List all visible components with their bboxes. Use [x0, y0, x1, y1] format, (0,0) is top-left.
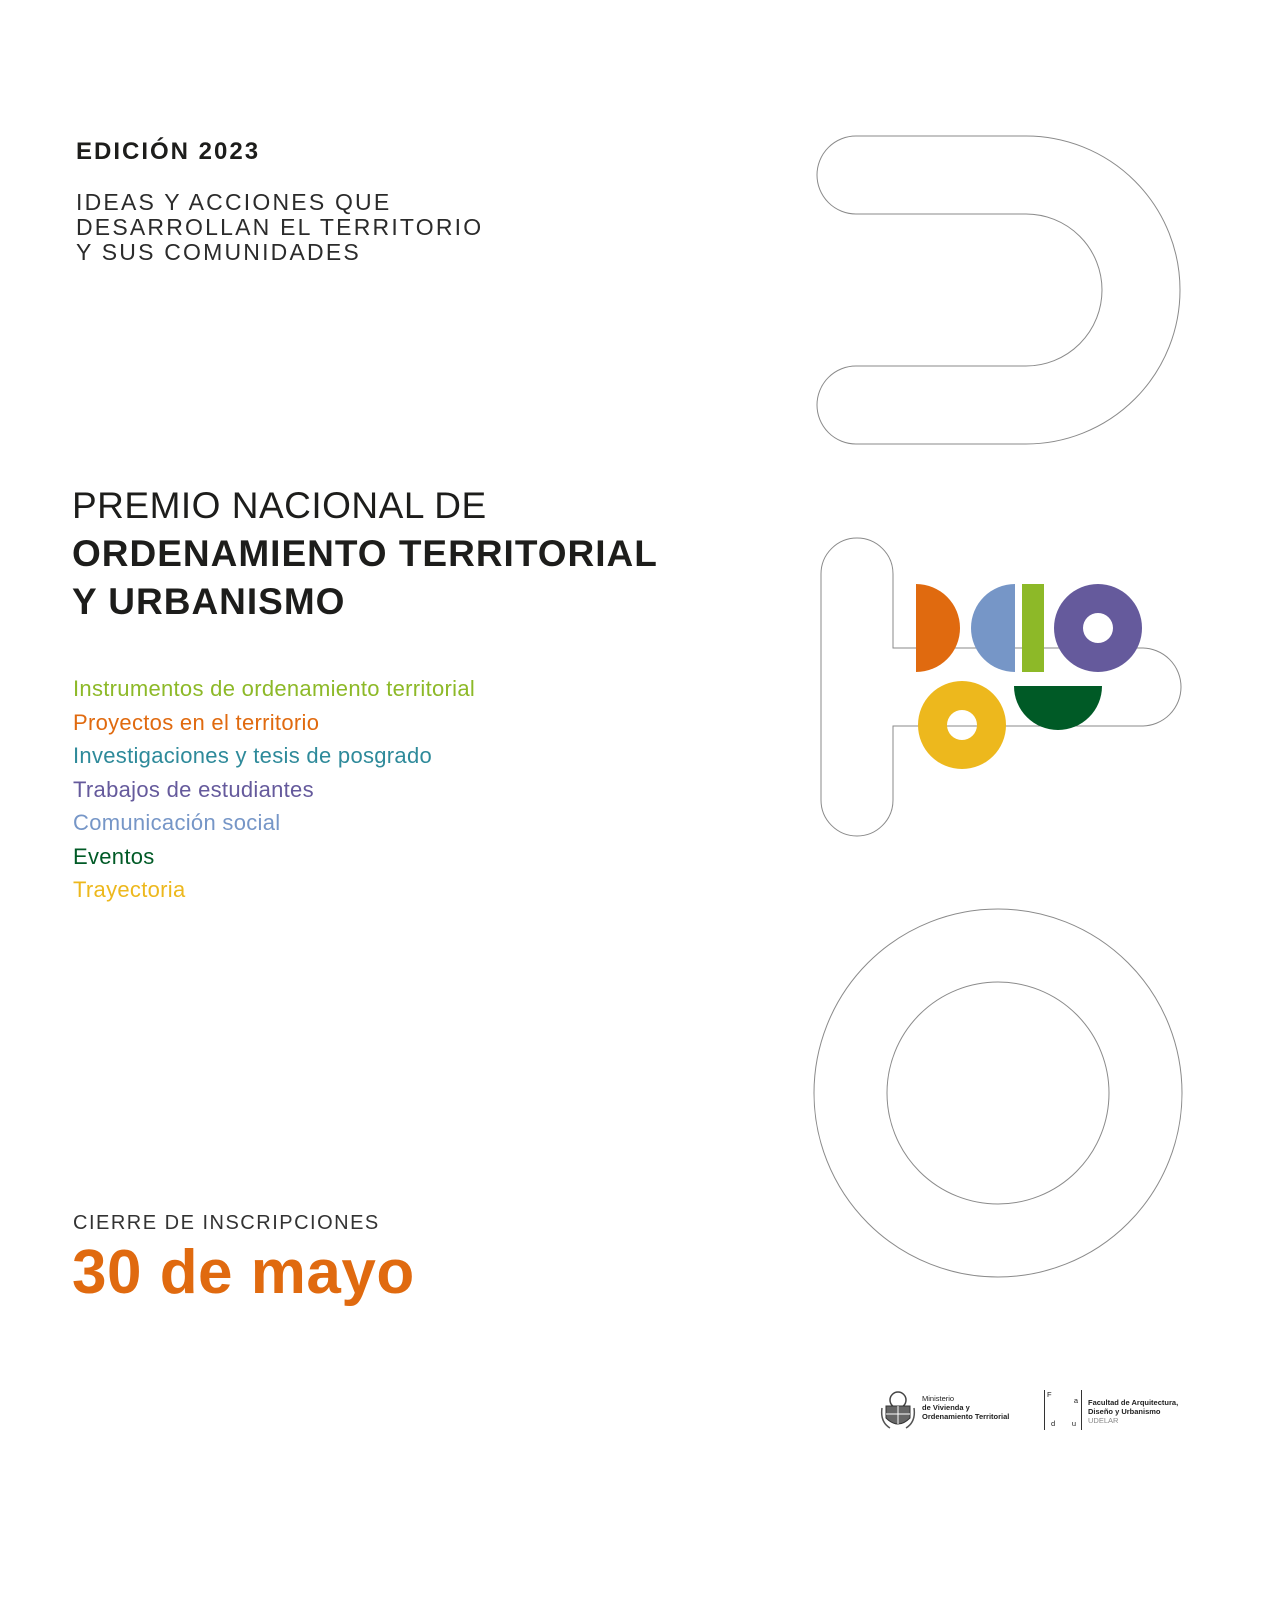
prize-title-line2: ORDENAMIENTO TERRITORIAL [72, 533, 658, 574]
fadu-mark-letter: d [1051, 1419, 1056, 1428]
fadu-logo-text [1088, 1398, 1208, 1425]
purple-ring [1054, 584, 1142, 672]
fadu-line: UDELAR [1088, 1416, 1119, 1425]
tagline-line: Y SUS COMUNIDADES [76, 239, 361, 265]
uruguay-coat-of-arms-icon [880, 1388, 916, 1432]
category-item: Comunicación social [73, 810, 281, 835]
category-item: Trabajos de estudiantes [73, 776, 314, 802]
fadu-mark-letter: u [1071, 1419, 1076, 1428]
outline-ring-outer [814, 909, 1182, 1277]
prize-title [72, 482, 658, 626]
fadu-mark-letter: a [1073, 1396, 1078, 1405]
ministry-line: Ordenamiento Territorial [922, 1412, 1010, 1421]
blue-half-disc [971, 584, 1015, 672]
ministry-line: de Vivienda y [922, 1403, 970, 1412]
ministry-line: Ministerio [922, 1394, 955, 1403]
fadu-line: Facultad de Arquitectura, [1088, 1398, 1179, 1407]
category-item: Trayectoria [73, 877, 186, 902]
tagline [76, 190, 483, 265]
tagline-line: DESARROLLAN EL TERRITORIO [76, 214, 484, 240]
prize-title-line3: Y URBANISMO [72, 581, 346, 622]
decorative-artwork [800, 120, 1200, 1300]
category-item: Eventos [73, 843, 155, 869]
yellow-ring [918, 681, 1006, 769]
tagline-line: IDEAS Y ACCIONES QUE [76, 189, 392, 215]
green-bar [1022, 584, 1044, 672]
fadu-mark [1044, 1390, 1082, 1430]
edition-title: EDICIÓN 2023 [76, 138, 261, 165]
category-item: Investigaciones y tesis de posgrado [73, 743, 433, 768]
category-item: Instrumentos de ordenamiento territorial [73, 676, 476, 701]
dark-green-half-disc [1014, 686, 1102, 730]
category-list [73, 672, 475, 907]
category-item: Proyectos en el territorio [73, 709, 320, 735]
deadline-date: 30 de mayo [72, 1238, 415, 1307]
prize-title-line1: PREMIO NACIONAL DE [72, 485, 487, 526]
fadu-line: Diseño y Urbanismo [1088, 1407, 1161, 1416]
outline-ring-inner [887, 982, 1109, 1204]
orange-half-disc [916, 584, 960, 672]
fadu-mark-letter: F [1047, 1390, 1052, 1399]
outline-d-shape [817, 136, 1180, 444]
ministry-logo-text [922, 1394, 1032, 1421]
deadline-label: CIERRE DE INSCRIPCIONES [73, 1212, 380, 1234]
outline-middle-shape [821, 538, 1181, 836]
sponsor-logos [898, 1390, 1218, 1460]
